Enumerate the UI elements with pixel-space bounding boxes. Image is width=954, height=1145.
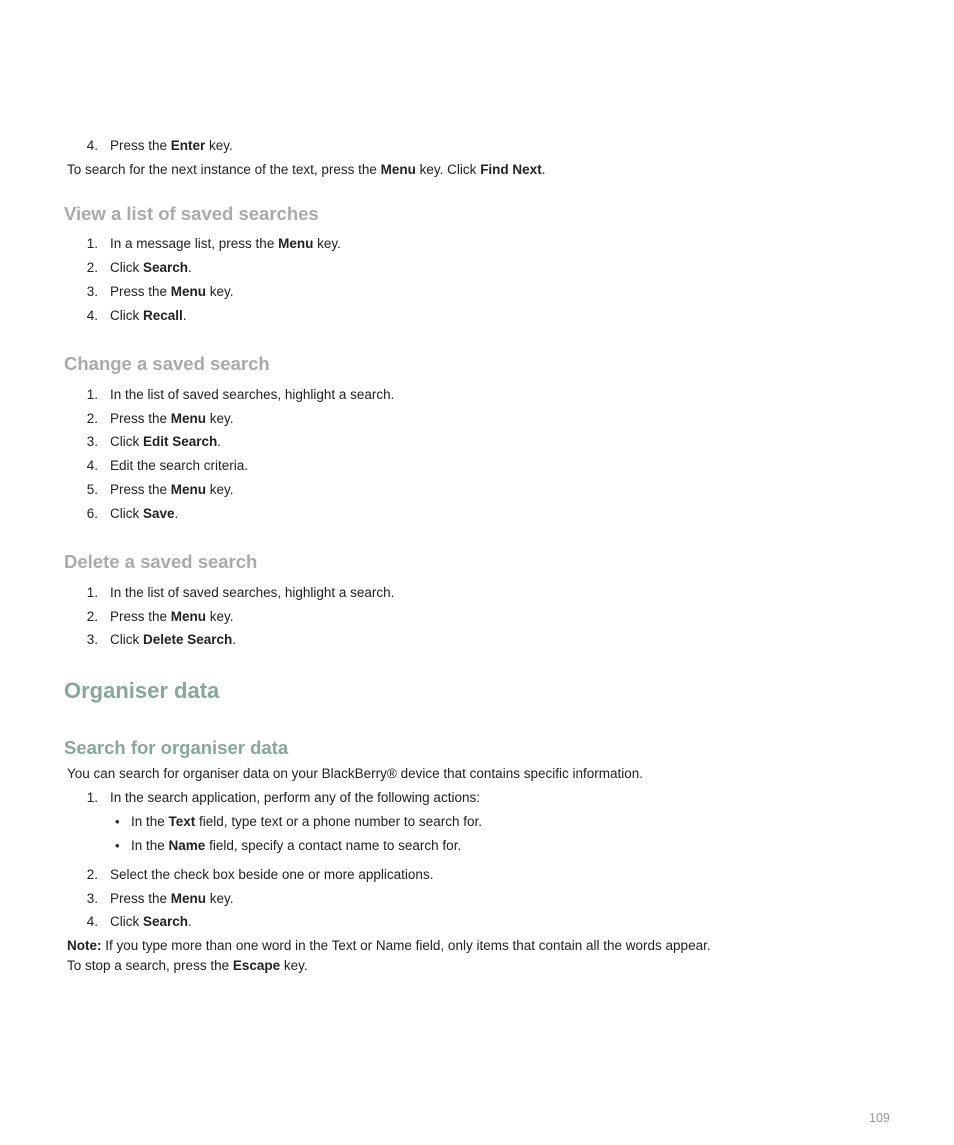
step-text: In a message list, press the Menu key. [110, 236, 341, 251]
step-number: 2. [86, 609, 98, 624]
step-number: 2. [86, 867, 98, 882]
step-number: 1. [86, 790, 98, 805]
step-text: Click Search. [110, 260, 192, 275]
step-number: 3. [86, 632, 98, 647]
find-next-paragraph: To search for the next instance of the text, press the Menu key. Click Find Next. [67, 162, 546, 177]
bullet-text: In the Name field, specify a contact name to search for. [131, 838, 462, 853]
step-number: 1. [86, 585, 98, 600]
step-number: 1. [86, 236, 98, 251]
step-number: 6. [86, 506, 98, 521]
step-number: 4. [86, 138, 98, 153]
stop-search-paragraph: To stop a search, press the Escape key. [67, 958, 308, 973]
step-text: Press the Enter key. [110, 138, 233, 153]
section-heading-view-saved-searches: View a list of saved searches [64, 203, 319, 224]
step-number: 1. [86, 387, 98, 402]
step-text: Click Search. [110, 914, 192, 929]
step-text: Press the Menu key. [110, 891, 234, 906]
bullet-text: In the Text field, type text or a phone number to search for. [131, 814, 482, 829]
step-text: Press the Menu key. [110, 411, 234, 426]
step-number: 3. [86, 891, 98, 906]
step-text: In the search application, perform any of the following actions: [110, 790, 480, 805]
note-paragraph: Note: If you type more than one word in the Text or Name field, only items that contain all the words appear. [67, 938, 711, 953]
section-heading-change-saved-search: Change a saved search [64, 353, 270, 374]
step-text: Press the Menu key. [110, 284, 234, 299]
section-heading-delete-saved-search: Delete a saved search [64, 551, 258, 572]
chapter-title-organiser-data: Organiser data [64, 678, 220, 703]
step-number: 2. [86, 260, 98, 275]
step-text: Press the Menu key. [110, 482, 234, 497]
step-number: 3. [86, 284, 98, 299]
step-text: Click Save. [110, 506, 179, 521]
step-text: Press the Menu key. [110, 609, 234, 624]
step-text: In the list of saved searches, highlight a search. [110, 387, 395, 402]
step-text: Click Edit Search. [110, 434, 222, 449]
step-text: Click Delete Search. [110, 632, 237, 647]
step-number: 4. [86, 914, 98, 929]
intro-paragraph: You can search for organiser data on your BlackBerry® device that contains specific information. [67, 766, 643, 781]
step-text: Select the check box beside one or more applications. [110, 867, 434, 882]
bullet-icon: • [115, 814, 120, 829]
step-number: 2. [86, 411, 98, 426]
step-number: 3. [86, 434, 98, 449]
step-text: Click Recall. [110, 308, 187, 323]
step-number: 4. [86, 308, 98, 323]
step-text: In the list of saved searches, highlight a search. [110, 585, 395, 600]
step-number: 5. [86, 482, 98, 497]
step-number: 4. [86, 458, 98, 473]
page-number: 109 [869, 1111, 890, 1125]
section-heading-search-organiser-data: Search for organiser data [64, 737, 289, 758]
bullet-icon: • [115, 838, 120, 853]
step-text: Edit the search criteria. [110, 458, 249, 473]
